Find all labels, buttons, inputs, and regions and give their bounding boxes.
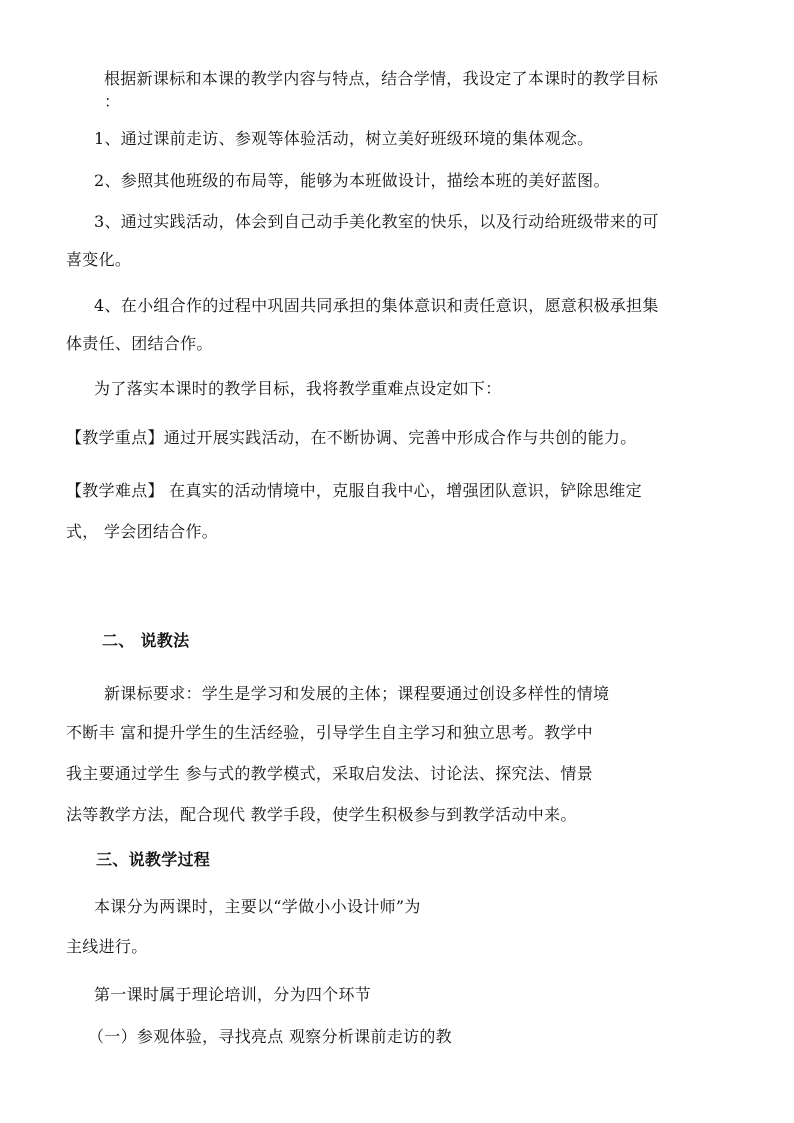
section-3-line-1: 本课分为两课时，主要以“学做小小设计师”为: [94, 897, 421, 916]
objective-item-4-line-1: 4、在小组合作的过程中巩固共同承担的集体意识和责任意识，愿意积极承担集: [94, 296, 659, 315]
section-2-line-1: 新课标要求：学生是学习和发展的主体；课程要通过创设多样性的情境: [104, 684, 610, 703]
teaching-focus: 【教学重点】通过开展实践活动，在不断协调、完善中形成合作与共创的能力。: [66, 428, 637, 447]
section-3-line-4: （一）参观体验，寻找亮点 观察分析课前走访的教: [88, 1027, 452, 1046]
section-3-line-2: 主线进行。: [66, 937, 148, 956]
section-3-heading: 三、说教学过程: [96, 850, 211, 869]
intro-paragraph-line-2: ：: [104, 92, 121, 111]
key-points-intro: 为了落实本课时的教学目标，我将教学重难点设定如下：: [94, 379, 502, 398]
section-2-heading: 二、 说教法: [102, 631, 190, 650]
objective-item-3-line-1: 3、通过实践活动，体会到自己动手美化教室的快乐，以及行动给班级带来的可: [94, 212, 659, 231]
section-2-line-4: 法等教学方法，配合现代 教学手段，使学生积极参与到教学活动中来。: [66, 805, 577, 824]
teaching-difficulty-line-2: 式， 学会团结合作。: [66, 522, 219, 541]
objective-item-3-line-2: 喜变化。: [66, 250, 132, 269]
section-2-line-3: 我主要通过学生 参与式的教学模式，采取启发法、讨论法、探究法、情景: [66, 764, 593, 783]
objective-item-2: 2、参照其他班级的布局等，能够为本班做设计，描绘本班的美好蓝图。: [94, 171, 610, 190]
objective-item-4-line-2: 体责任、团结合作。: [66, 334, 213, 353]
section-2-line-2: 不断丰 富和提升学生的生活经验，引导学生自主学习和独立思考。教学中: [66, 723, 593, 742]
section-3-line-3: 第一课时属于理论培训，分为四个环节: [94, 985, 372, 1004]
teaching-difficulty-line-1: 【教学难点】 在真实的活动情境中，克服自我中心，增强团队意识，铲除思维定: [66, 481, 642, 500]
objective-item-1: 1、通过课前走访、参观等体验活动，树立美好班级环境的集体观念。: [94, 129, 594, 148]
intro-paragraph-line-1: 根据新课标和本课的教学内容与特点，结合学情，我设定了本课时的教学目标: [104, 69, 659, 88]
